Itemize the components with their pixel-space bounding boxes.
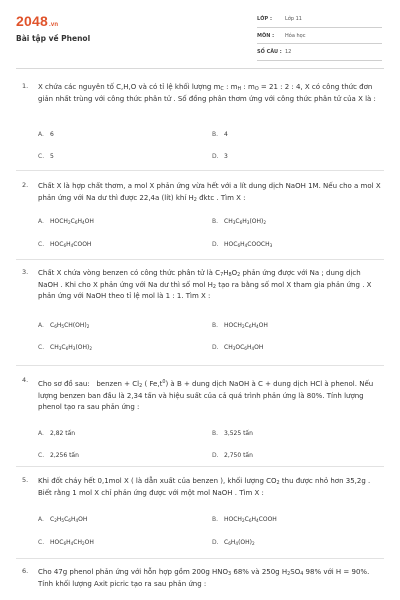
question-text: Khi đốt cháy hết 0,1mol X ( là dẫn xuất của benzen ), khối lượng $CO_2$ thu được nhỏ hơn 35,2g . Biết rằng 1 mol X chỉ phản ứng được với một mol NaOH . Tìm X : — [38, 477, 371, 497]
question-number: 5. — [22, 476, 29, 484]
question-divider — [16, 466, 384, 467]
option-b[interactable]: B. 3,525 tấn — [212, 430, 253, 437]
meta-value: Lớp 11 — [285, 16, 302, 22]
question-number: 6. — [22, 567, 29, 575]
meta-label: MÔN : — [257, 32, 275, 39]
header-divider — [16, 68, 384, 69]
option-b[interactable]: B. $CH_3C_6H_3(OH)_2$ — [212, 218, 267, 225]
question-text: Chất X chứa vòng benzen có công thức phân tử là $C_7H_8O_2$ phản ứng được với Na ; dung dịch NaOH . Khi cho X phản ứng với Na dư thì số mol $H_2$ tạo ra bằng số mol X tham gia phản ứng . X phản ứng với NaOH theo tỉ lệ mol là 1 : 1. Tìm X : — [38, 269, 372, 300]
option-b[interactable]: B. 4 — [212, 131, 228, 138]
meta-row-grade — [257, 14, 382, 28]
question-number: 3. — [22, 268, 29, 276]
option-b[interactable]: B. $HOCH_2C_6H_4COOH$ — [212, 516, 277, 523]
question-text: Cho sơ đồ sau: benzen + $Cl_2$ ( $Fe,t^0$) à B + dung dịch NaOH à C + dung dịch HCl à phenol. Nếu lượng benzen ban đầu là 2,34 tấn và hiệu suất của cả quá trình phản ứng là 80%. Tính lượng phenol tạo ra sau phản ứng : — [38, 379, 374, 411]
question-number: 1. — [22, 82, 29, 90]
question-divider — [16, 558, 384, 559]
meta-value: 12 — [285, 49, 292, 55]
question-divider — [16, 170, 384, 171]
option-b[interactable]: B. $HOCH_2C_6H_4OH$ — [212, 322, 268, 329]
option-a[interactable]: A. $C_6H_5CH(OH)_2$ — [38, 322, 90, 329]
meta-label: LỚP : — [257, 16, 272, 22]
option-a[interactable]: A. $HOCH_2C_6H_4OH$ — [38, 218, 94, 225]
option-a[interactable]: A. 2,82 tấn — [38, 430, 76, 437]
option-d[interactable]: D. $C_6H_4(OH)_2$ — [212, 539, 255, 546]
question-6 — [16, 567, 386, 600]
option-c[interactable]: C. $HOC_6H_4CH_2OH$ — [38, 539, 94, 546]
option-c[interactable]: C. $HOC_6H_4COOH$ — [38, 241, 92, 248]
brand-logo[interactable]: 2048.vn — [16, 13, 59, 29]
option-c[interactable]: C. $CH_3C_6H_3(OH)_2$ — [38, 344, 93, 351]
question-3 — [16, 268, 386, 360]
option-d[interactable]: D. 2,750 tấn — [212, 452, 253, 459]
option-c[interactable]: C. 2,256 tấn — [38, 452, 79, 459]
option-a[interactable]: A. 6 — [38, 131, 54, 138]
option-c[interactable]: C. 5 — [38, 153, 54, 160]
meta-label: SỐ CÂU : — [257, 49, 282, 55]
option-d[interactable]: D. $CH_3OC_6H_4OH$ — [212, 344, 264, 351]
meta-row-count — [257, 47, 382, 61]
option-d[interactable]: D. 3 — [212, 153, 228, 160]
question-text: X chứa các nguyên tố C,H,O và có tỉ lệ khối lượng $m_C$ : $m_H$ : $m_O = 21$ : 2 : 4, X có công thức đơn giản nhất trùng với công thức phân tử . Số đồng phân thơm ứng với công thức phân tử của X là : — [38, 83, 376, 103]
question-divider — [16, 365, 384, 366]
meta-info — [257, 14, 382, 64]
question-5 — [16, 476, 386, 556]
option-d[interactable]: D. $HOC_6H_4COOCH_3$ — [212, 241, 273, 248]
meta-value: Hóa học — [285, 32, 306, 39]
question-divider — [16, 259, 384, 260]
page-title: Bài tập về Phenol — [16, 34, 91, 43]
question-2 — [16, 181, 386, 257]
question-text: Cho 47g phenol phản ứng với hỗn hợp gồm 200g $HNO_3$ 68% và 250g $H_2SO_4$ 98% với H = 90%. Tính khối lượng Axit picric tạo ra sau phản ứng : — [38, 568, 370, 588]
question-4 — [16, 376, 386, 468]
page-header — [0, 0, 400, 68]
question-text: Chất X là hợp chất thơm, a mol X phản ứng vừa hết với a lít dung dịch NaOH 1M. Nếu cho a mol X phản ứng với Na dư thì được 22,4a (lít) khí $H_2$ đktc . Tìm X : — [38, 182, 381, 203]
question-number: 4. — [22, 376, 29, 384]
option-a[interactable]: A. $C_2H_5C_6H_4OH$ — [38, 516, 88, 523]
question-1 — [16, 82, 386, 170]
meta-row-subject — [257, 31, 382, 45]
question-number: 2. — [22, 181, 29, 189]
